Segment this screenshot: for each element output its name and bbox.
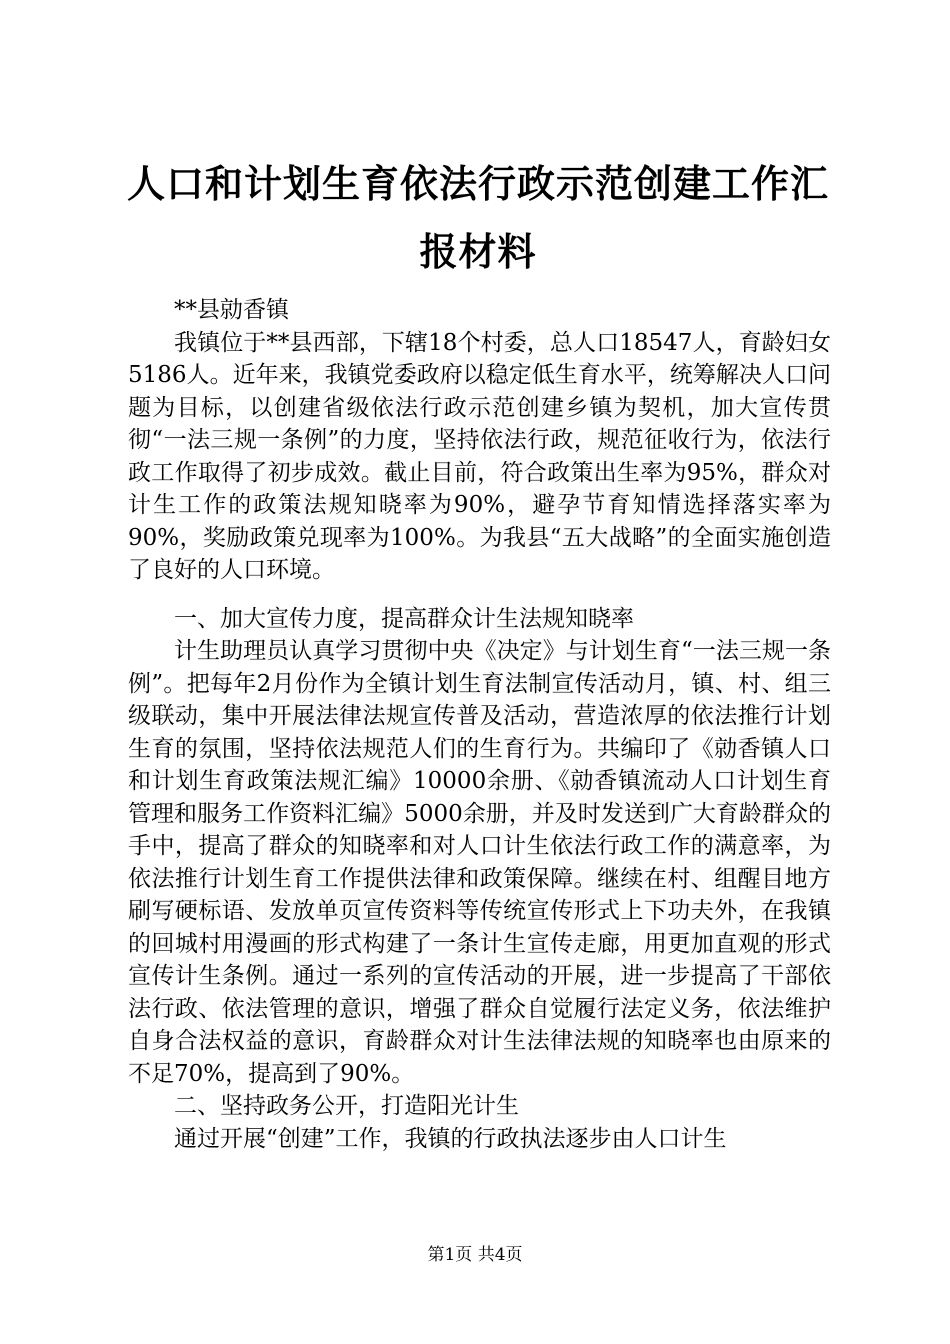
paragraph-intro: 我镇位于**县西部，下辖18个村委，总人口18547人，育龄妇女5186人。近年来，我镇党委政府以稳定低生育水平，统筹解决人口问题为目标，以创建省级依法行政示范创建乡镇为契机，加大宣传贯彻“一法三规一条例”的力度，坚持依法行政，规范征收行为，依法行政工作取得了初步成效。截止目前，符合政策出生率为95%，群众对计生工作的政策法规知晓率为90%，避孕节育知情选择落实率为90%，奖励政策兑现率为100%。为我县“五大战略”的全面实施创造了良好的人口环境。 [128,329,831,583]
author-line: **县勍香镇 [174,297,289,323]
document-body [128,294,831,1155]
section-heading-1: 一、加大宣传力度，提高群众计生法规知晓率 [174,605,634,632]
paragraph-section-2: 通过开展“创建”工作，我镇的行政执法逐步由人口计生 [174,1125,727,1152]
paragraph-section-1: 计生助理员认真学习贯彻中央《决定》与计划生育“一法三规一条例”。把每年2月份作为全镇计划生育法制宣传活动月，镇、村、组三级联动，集中开展法律法规宣传普及活动，营造浓厚的依法推行计划生育的氛围，坚持依法规范人们的生育行为。共编印了《勍香镇人口和计划生育政策法规汇编》10000余册、《勍香镇流动人口计划生育管理和服务工作资料汇编》5000余册，并及时发送到广大育龄群众的手中，提高了群众的知晓率和对人口计生依法行政工作的满意率，为依法推行计划生育工作提供法律和政策保障。继续在村、组醒目地方刷写硬标语、发放单页宣传资料等传统宣传形式上下功夫外，在我镇的回城村用漫画的形式构建了一条计生宣传走廊，用更加直观的形式宣传计生条例。通过一系列的宣传活动的开展，进一步提高了干部依法行政、依法管理的意识，增强了群众自觉履行法定义务，依法维护自身合法权益的意识，育龄群众对计生法律法规的知晓率也由原来的不足70%，提高到了90%。 [128,638,831,1087]
document-title: 人口和计划生育依法行政示范创建工作汇报材料 [126,162,829,274]
page-footer: 第1页 共4页 [427,1245,523,1265]
section-heading-2: 二、坚持政务公开，打造阳光计生 [174,1093,519,1119]
